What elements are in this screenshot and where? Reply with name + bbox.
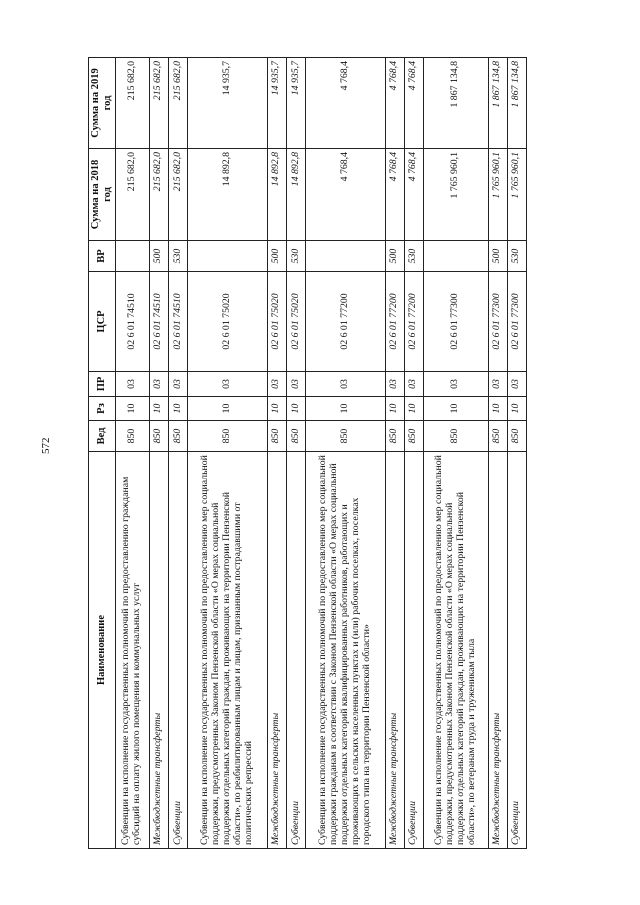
row-name: Межбюджетные трансферты (488, 452, 507, 849)
row-name: Субвенции на исполнение государственных полномочий по предоставлению мер социальной поддержки, предусмотренных Законом Пензенской области «О мерах социальной поддержки отдельных категорий граждан, проживающих на территории Пензенской области», по реабилитированным лицам и лицам, признанным пострадавшими от политических репрессий (188, 452, 268, 849)
row-rz: 10 (149, 397, 168, 421)
row-rz: 10 (286, 397, 305, 421)
row-vr (424, 241, 488, 272)
row-pr: 03 (267, 372, 286, 397)
row-csr: 02 6 01 77300 (424, 272, 488, 372)
row-pr: 03 (149, 372, 168, 397)
row-rz: 10 (488, 397, 507, 421)
row-sum-2018: 14 892,8 (286, 149, 305, 241)
row-pr: 03 (286, 372, 305, 397)
header-vr: ВР (89, 241, 116, 272)
row-pr: 03 (424, 372, 488, 397)
header-csr: ЦСР (89, 272, 116, 372)
row-vr: 530 (168, 241, 187, 272)
row-vr: 500 (267, 241, 286, 272)
row-pr: 03 (168, 372, 187, 397)
row-vr (188, 241, 268, 272)
header-row (89, 58, 116, 849)
row-pr: 03 (507, 372, 526, 397)
row-csr: 02 6 01 75020 (188, 272, 268, 372)
row-csr: 02 6 01 77200 (385, 272, 404, 372)
row-ved: 850 (188, 421, 268, 452)
header-pr: ПР (89, 372, 116, 397)
row-vr: 530 (404, 241, 423, 272)
row-sum-2019: 14 935,7 (286, 58, 305, 149)
header-sum-2019: Сумма на 2019 год (89, 58, 116, 149)
row-vr: 530 (507, 241, 526, 272)
row-ved: 850 (488, 421, 507, 452)
row-rz: 10 (404, 397, 423, 421)
table-row (149, 58, 168, 849)
row-vr: 500 (488, 241, 507, 272)
table-row (507, 58, 526, 849)
row-vr: 530 (286, 241, 305, 272)
row-csr: 02 6 01 77200 (404, 272, 423, 372)
table-row (424, 58, 488, 849)
row-ved: 850 (306, 421, 386, 452)
table-row (404, 58, 423, 849)
header-ved: Вед (89, 421, 116, 452)
table-row (488, 58, 507, 849)
row-rz: 10 (115, 397, 149, 421)
page-number: 572 (40, 437, 52, 454)
row-ved: 850 (115, 421, 149, 452)
row-ved: 850 (267, 421, 286, 452)
row-name: Межбюджетные трансферты (385, 452, 404, 849)
row-vr (306, 241, 386, 272)
table-row (306, 58, 386, 849)
row-pr: 03 (404, 372, 423, 397)
row-sum-2018: 215 682,0 (168, 149, 187, 241)
row-name: Субвенции на исполнение государственных полномочий по предоставлению мер социальной поддержки гражданам в соответствии с Законом Пензенской области «О мерах социальной поддержки отдельных категорий квалифицированных работников, работающих и проживающих в сельских населенных пунктах и (или) рабочих поселках, поселках городского типа на территории Пензенской области» (306, 452, 386, 849)
row-csr: 02 6 01 74510 (149, 272, 168, 372)
row-sum-2018: 1 765 960,1 (424, 149, 488, 241)
header-name: Наименование (89, 452, 116, 849)
header-rz: Рз (89, 397, 116, 421)
row-sum-2019: 215 682,0 (149, 58, 168, 149)
row-rz: 10 (188, 397, 268, 421)
row-sum-2018: 14 892,8 (267, 149, 286, 241)
row-sum-2019: 215 682,0 (168, 58, 187, 149)
row-rz: 10 (424, 397, 488, 421)
row-csr: 02 6 01 74510 (168, 272, 187, 372)
rotated-table-container (88, 58, 527, 849)
row-rz: 10 (267, 397, 286, 421)
row-sum-2019: 4 768,4 (306, 58, 386, 149)
row-csr: 02 6 01 77300 (507, 272, 526, 372)
row-name: Субвенции на исполнение государственных полномочий по предоставлению мер социальной поддержки, предусмотренных Законом Пензенской области «О мерах социальной поддержки отдельных категорий граждан, проживающих на территории Пензенской области», по ветеранам труда и труженикам тыла (424, 452, 488, 849)
row-rz: 10 (168, 397, 187, 421)
row-sum-2018: 4 768,4 (404, 149, 423, 241)
row-csr: 02 6 01 75020 (267, 272, 286, 372)
row-sum-2018: 1 765 960,1 (488, 149, 507, 241)
row-pr: 03 (188, 372, 268, 397)
row-sum-2019: 1 867 134,8 (424, 58, 488, 149)
row-csr: 02 6 01 77300 (488, 272, 507, 372)
row-vr (115, 241, 149, 272)
row-sum-2018: 215 682,0 (115, 149, 149, 241)
row-sum-2019: 215 682,0 (115, 58, 149, 149)
row-pr: 03 (385, 372, 404, 397)
budget-table (88, 57, 527, 849)
row-rz: 10 (507, 397, 526, 421)
row-pr: 03 (488, 372, 507, 397)
row-ved: 850 (404, 421, 423, 452)
table-row (188, 58, 268, 849)
row-name: Субвенции (507, 452, 526, 849)
row-ved: 850 (507, 421, 526, 452)
row-pr: 03 (306, 372, 386, 397)
row-sum-2018: 4 768,4 (306, 149, 386, 241)
table-row (115, 58, 149, 849)
row-sum-2019: 1 867 134,8 (488, 58, 507, 149)
row-name: Субвенции (286, 452, 305, 849)
row-ved: 850 (286, 421, 305, 452)
row-name: Субвенции (168, 452, 187, 849)
row-sum-2018: 1 765 960,1 (507, 149, 526, 241)
header-sum-2018: Сумма на 2018 год (89, 149, 116, 241)
row-name: Межбюджетные трансферты (149, 452, 168, 849)
row-rz: 10 (306, 397, 386, 421)
row-name: Межбюджетные трансферты (267, 452, 286, 849)
table-row (168, 58, 187, 849)
table-body (115, 58, 527, 849)
row-ved: 850 (424, 421, 488, 452)
table-row (286, 58, 305, 849)
row-sum-2019: 14 935,7 (267, 58, 286, 149)
row-name: Субвенции на исполнение государственных полномочий по предоставлению гражданам субсидий на оплату жилого помещения и коммунальных услуг (115, 452, 149, 849)
row-csr: 02 6 01 75020 (286, 272, 305, 372)
row-vr: 500 (149, 241, 168, 272)
row-vr: 500 (385, 241, 404, 272)
row-rz: 10 (385, 397, 404, 421)
row-sum-2019: 4 768,4 (385, 58, 404, 149)
row-sum-2019: 14 935,7 (188, 58, 268, 149)
row-ved: 850 (168, 421, 187, 452)
table-row (385, 58, 404, 849)
row-sum-2018: 4 768,4 (385, 149, 404, 241)
row-csr: 02 6 01 74510 (115, 272, 149, 372)
row-name: Субвенции (404, 452, 423, 849)
row-csr: 02 6 01 77200 (306, 272, 386, 372)
table-row (267, 58, 286, 849)
row-ved: 850 (385, 421, 404, 452)
row-sum-2018: 14 892,8 (188, 149, 268, 241)
row-sum-2018: 215 682,0 (149, 149, 168, 241)
row-ved: 850 (149, 421, 168, 452)
row-sum-2019: 1 867 134,8 (507, 58, 526, 149)
row-sum-2019: 4 768,4 (404, 58, 423, 149)
row-pr: 03 (115, 372, 149, 397)
